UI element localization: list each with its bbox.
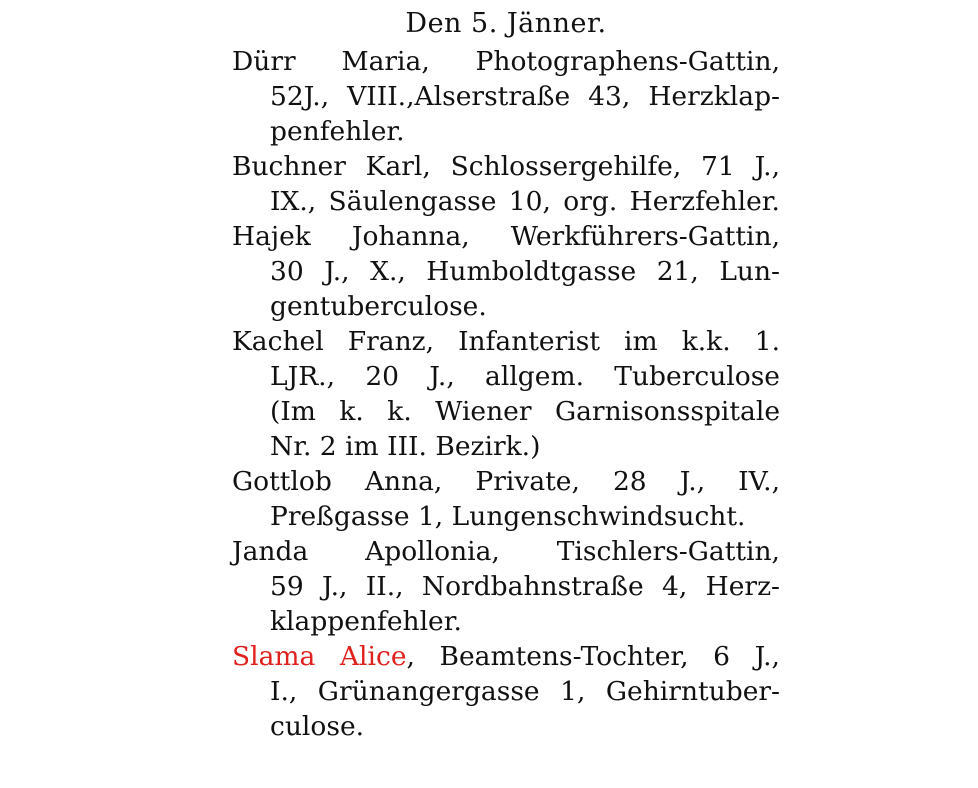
entry-line: Nr. 2 im III. Bezirk.) <box>270 431 541 462</box>
entry-line: gentuberculose. <box>270 291 487 322</box>
entry-line: Janda Apollonia, Tischlers-Gattin, <box>232 536 780 567</box>
entry-line: LJR., 20 J., allgem. Tuberculose <box>270 361 780 392</box>
entry-line: Kachel Franz, Infanterist im k.k. 1. <box>232 326 780 357</box>
entry-line: klappenfehler. <box>270 606 462 637</box>
register-page <box>232 6 780 744</box>
entry-line: Dürr Maria, Photographens-Gattin, <box>232 46 780 77</box>
entry-hajek-johanna <box>232 219 780 324</box>
entry-line: I., Grünangergasse 1, Gehirntuber- <box>270 676 780 707</box>
entry-line: 52J., VIII.,Alserstraße 43, Herzklap- <box>270 81 780 112</box>
entry-line: Buchner Karl, Schlossergehilfe, 71 J., <box>232 151 780 182</box>
entry-line: 59 J., II., Nordbahnstraße 4, Herz- <box>270 571 780 602</box>
entry-line <box>232 639 780 674</box>
entry-line: culose. <box>270 711 365 742</box>
entry-line: 30 J., X., Humboldtgasse 21, Lun- <box>270 256 780 287</box>
entry-slama-alice <box>232 639 780 744</box>
entry-gottlob-anna <box>232 464 780 534</box>
highlighted-name: Slama Alice <box>232 641 407 672</box>
entry-duerr-maria <box>232 44 780 149</box>
entry-line: Gottlob Anna, Private, 28 J., IV., <box>232 466 780 497</box>
entry-line: Hajek Johanna, Werkführers-Gattin, <box>232 221 780 252</box>
entry-buchner-karl <box>232 149 780 219</box>
entry-janda-apollonia <box>232 534 780 639</box>
entry-kachel-franz <box>232 324 780 464</box>
entry-line: IX., Säulengasse 10, org. Herzfehler. <box>270 186 780 217</box>
entry-line: Preßgasse 1, Lungenschwindsucht. <box>270 501 746 532</box>
entry-line: penfehler. <box>270 116 405 147</box>
entry-line-rest: , Beamtens-Tochter, 6 J., <box>406 641 780 672</box>
date-heading: Den 5. Jänner. <box>405 8 607 39</box>
entry-line: (Im k. k. Wiener Garnisonsspitale <box>270 396 780 427</box>
